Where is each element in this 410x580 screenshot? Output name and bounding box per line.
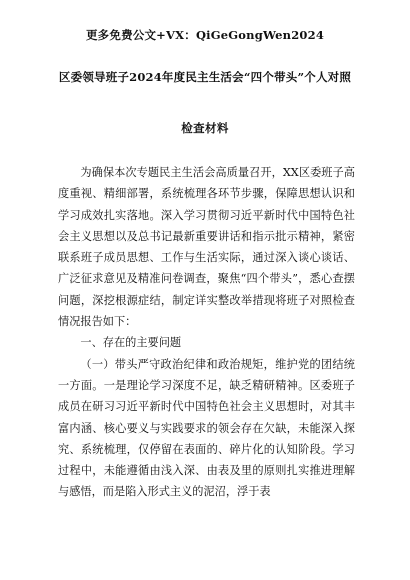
document-header: 更多免费公文+VX：QiGeGongWen2024 <box>85 28 325 42</box>
body-paragraph-intro: 为确保本次专题民主生活会高质量召开，XX区委班子高度重视、精细部署，系统梳理各环节步骤，保障思想认识和学习成效扎实落地。深入学习贯彻习近平新时代中国特色社会主义思想以及总书记最新重要讲话和指示批示精神，紧密联系班子成员思想、工作与生活实际，通过深入谈心谈话、广泛征求意见及精准问卷调查，聚焦“四个带头”，悉心查摆问题，深挖根源症结，制定详实整改举措现将班子对照检查情况报告如下： <box>58 166 355 329</box>
document-title: 区委领导班子2024年度民主生活会“四个带头”个人对照 <box>58 70 352 84</box>
document-body <box>58 162 355 503</box>
body-paragraph-item-1: （一）带头严守政治纪律和政治规矩，维护党的团结统一方面。一是理论学习深度不足，缺乏精研精神。区委班子成员在研习习近平新时代中国特色社会主义思想时，对其丰富内涵、核心要义与实践要求的领会存在欠缺，未能深入探究、系统梳理，仅停留在表面的、碎片化的认知阶段。学习过程中，未能遵循由浅入深、由表及里的原则扎实推进理解与感悟，而是陷入形式主义的泥沼，浮于表 <box>58 357 355 499</box>
section-heading: 一、存在的主要问题 <box>80 336 182 350</box>
document-subtitle: 检查材料 <box>181 121 229 135</box>
